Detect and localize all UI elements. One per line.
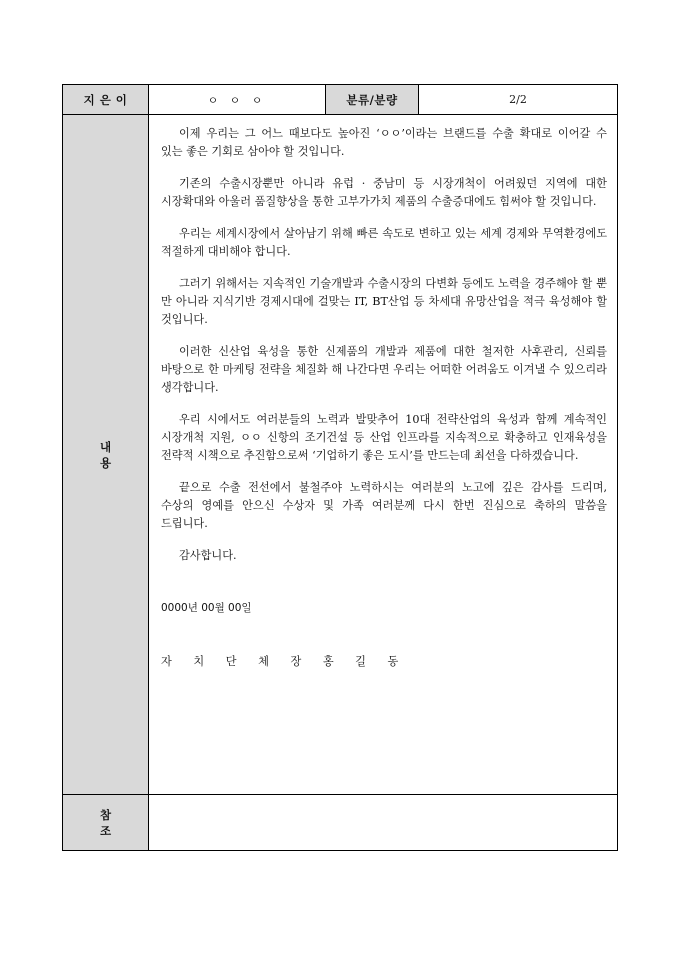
paragraph: 우리 시에서도 여러분들의 노력과 발맞추어 10대 전략산업의 육성과 함께 계속적인 시장개척 지원, ㅇㅇ 신항의 조기건설 등 산업 인프라를 지속적으로 확충하고 인재육성을 전략적 시책으로 추진함으로써 ‘기업하기 좋은 도시’를 만드는데 최선을 다하겠습니다.: [161, 413, 607, 462]
signature: 자 치 단 체 장 홍 길 동: [161, 655, 408, 668]
reference-value: [149, 795, 618, 851]
content-row: [63, 115, 618, 795]
category-value: 2/2: [419, 85, 618, 115]
author-label: 지 은 이: [63, 85, 149, 115]
paragraph: 이제 우리는 그 어느 때보다도 높아진 ‘ㅇㅇ’이라는 브랜드를 수출 확대로 이어갈 수 있는 좋은 기회로 삼아야 할 것입니다.: [161, 127, 607, 158]
category-label: 분류/분량: [326, 85, 419, 115]
header-row: [63, 85, 618, 115]
document-table: [62, 84, 618, 851]
reference-row: [63, 795, 618, 851]
content-label: 내 용: [63, 115, 149, 795]
paragraph: 끝으로 수출 전선에서 불철주야 노력하시는 여러분의 노고에 깊은 감사를 드리며, 수상의 영예를 안으신 수상자 및 가족 여러분께 다시 한번 진심으로 축하의 말씀을 드립니다.: [161, 481, 607, 530]
paragraph: 그러기 위해서는 지속적인 기술개발과 수출시장의 다변화 등에도 노력을 경주해야 할 뿐 만 아니라 지식기반 경제시대에 걸맞는 IT, BT산업 등 차세대 유망산업을 적극 육성해야 할 것입니다.: [161, 277, 607, 326]
content-body: [149, 115, 618, 795]
paragraph: 기존의 수출시장뿐만 아니라 유럽 · 중남미 등 시장개척이 어려웠던 지역에 대한 시장확대와 아울러 품질향상을 통한 고부가가치 제품의 수출증대에도 힘써야 할 것입니다.: [161, 177, 607, 208]
reference-label: 참 조: [63, 795, 149, 851]
date-line: 0000년 00월 00일: [161, 602, 252, 614]
closing-text: 감사합니다.: [179, 549, 237, 562]
paragraph: 우리는 세계시장에서 살아남기 위해 빠른 속도로 변하고 있는 세계 경제와 무역환경에도 적절하게 대비해야 합니다.: [161, 227, 607, 258]
author-value: ㅇ ㅇ ㅇ: [149, 85, 326, 115]
paragraph: 이러한 신산업 육성을 통한 신제품의 개발과 제품에 대한 철저한 사후관리, 신뢰를 바탕으로 한 마케팅 전략을 체질화 해 나간다면 우리는 어떠한 어려움도 이겨낼 수 있으리라 생각합니다.: [161, 345, 607, 394]
